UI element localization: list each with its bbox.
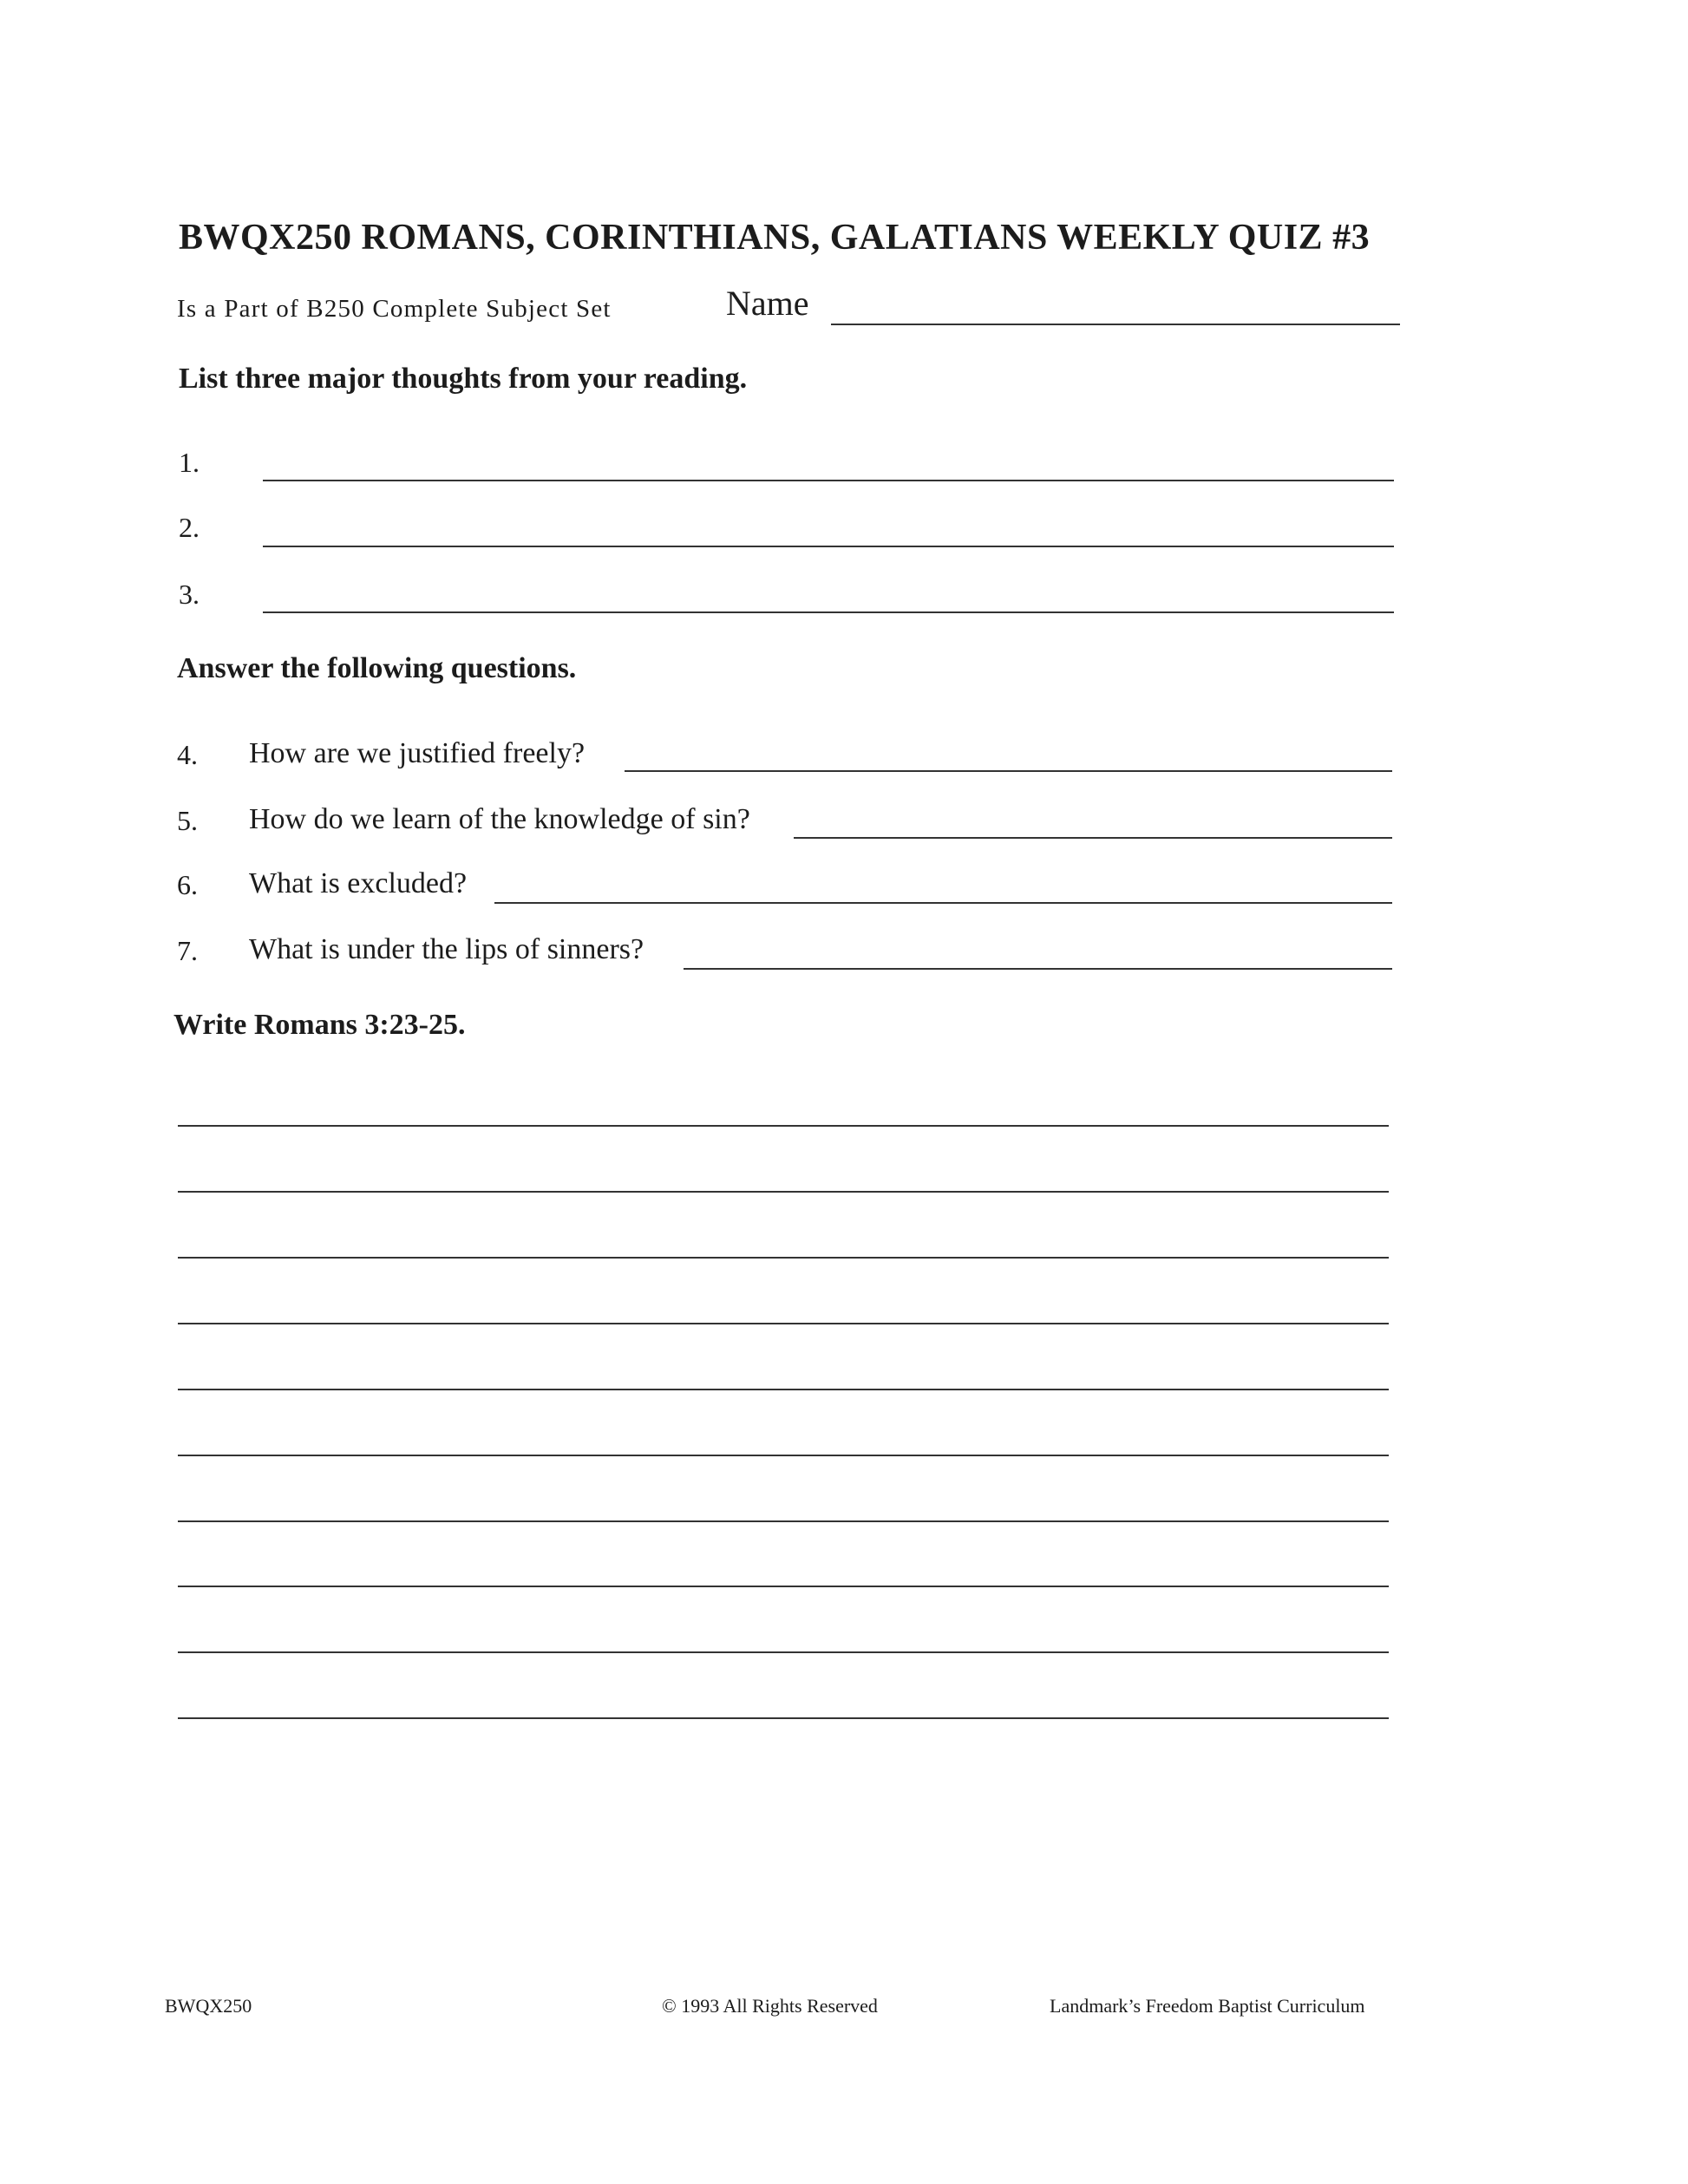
section-heading-thoughts: List three major thoughts from your reading.	[179, 363, 748, 395]
thought-answer-line-3[interactable]	[263, 611, 1394, 613]
footer-code: BWQX250	[165, 1995, 252, 2017]
writing-line[interactable]	[178, 1257, 1389, 1259]
writing-line[interactable]	[178, 1125, 1389, 1127]
name-field[interactable]	[831, 324, 1400, 325]
question-text-7: What is under the lips of sinners?	[249, 933, 644, 965]
name-label: Name	[726, 284, 809, 323]
quiz-title: BWQX250 ROMANS, CORINTHIANS, GALATIANS WEEKLY QUIZ #3	[179, 218, 1371, 258]
writing-line[interactable]	[178, 1717, 1389, 1719]
section-heading-romans: Write Romans 3:23-25.	[173, 1009, 466, 1041]
thought-number-3: 3.	[179, 579, 200, 610]
question-number-6: 6.	[177, 869, 198, 900]
question-number-5: 5.	[177, 805, 198, 836]
question-answer-line-5[interactable]	[794, 837, 1392, 839]
writing-line[interactable]	[178, 1323, 1389, 1324]
writing-line[interactable]	[178, 1651, 1389, 1653]
footer-publisher: Landmark’s Freedom Baptist Curriculum	[1050, 1995, 1365, 2017]
thought-number-1: 1.	[179, 447, 200, 478]
footer-copyright: © 1993 All Rights Reserved	[662, 1995, 878, 2017]
question-number-4: 4.	[177, 739, 198, 770]
writing-line[interactable]	[178, 1586, 1389, 1587]
subject-set-note: Is a Part of B250 Complete Subject Set	[177, 295, 612, 323]
writing-line[interactable]	[178, 1389, 1389, 1390]
writing-line[interactable]	[178, 1191, 1389, 1193]
thought-answer-line-1[interactable]	[263, 480, 1394, 481]
question-answer-line-6[interactable]	[494, 902, 1392, 904]
thought-number-2: 2.	[179, 512, 200, 543]
question-answer-line-7[interactable]	[684, 968, 1392, 970]
question-text-4: How are we justified freely?	[249, 737, 586, 769]
question-text-6: What is excluded?	[249, 867, 468, 899]
question-text-5: How do we learn of the knowledge of sin?	[249, 803, 750, 835]
writing-line[interactable]	[178, 1520, 1389, 1522]
writing-line[interactable]	[178, 1455, 1389, 1456]
question-answer-line-4[interactable]	[625, 770, 1392, 772]
section-heading-questions: Answer the following questions.	[177, 652, 577, 684]
thought-answer-line-2[interactable]	[263, 546, 1394, 547]
question-number-7: 7.	[177, 935, 198, 966]
